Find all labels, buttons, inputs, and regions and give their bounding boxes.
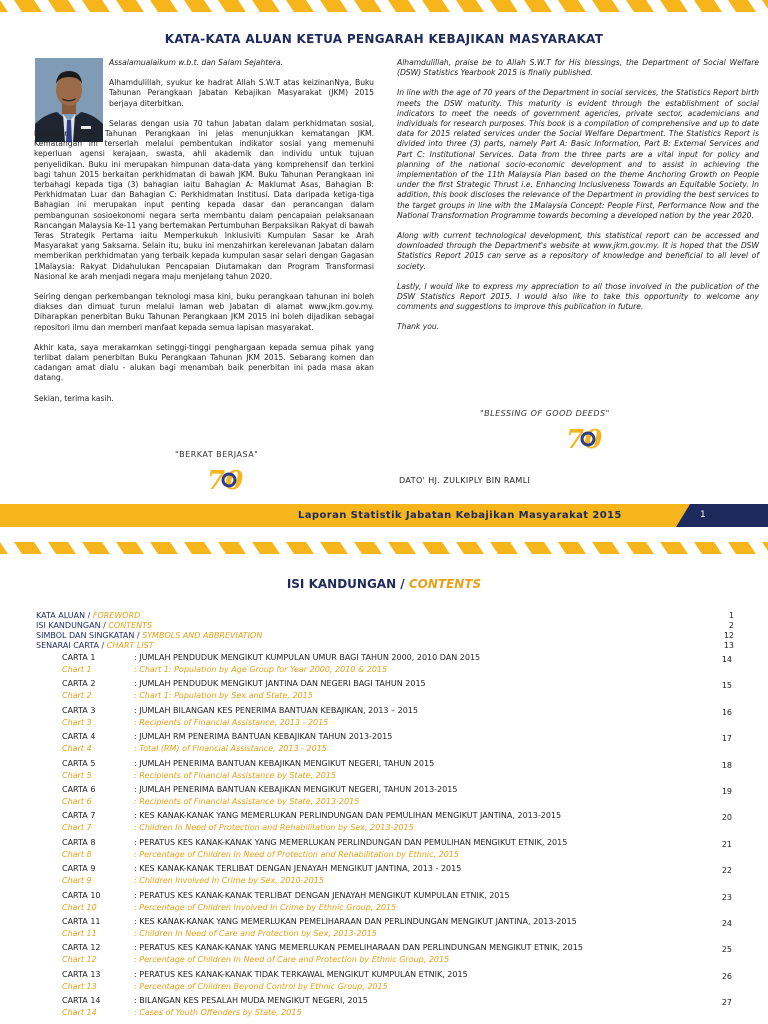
toc-page-number: 12: [723, 631, 734, 640]
chart-title-english: : Percentage of Children In Need of Protection and Rehabilitation by Ethnic, 2015: [134, 849, 459, 859]
toc-main-list: [36, 611, 734, 651]
paragraph: Seiring dengan perkembangan teknologi masa kini, buku perangkaan tahunan ini boleh diakses dan dimuat turun melalui laman web Jabatan di alamat www.jkm.gov.my. Diharapkan penerbitan Buku Tahunan Perangkaan JKM 2015 ini boleh dijadikan sebagai repositori ilmu dan memberi manfaat kepada semua lapisan masyarakat.: [34, 292, 374, 332]
toc-page-number: 2: [728, 621, 734, 630]
paragraph: In line with the age of 70 years of the Department in social services, the Statistics Report birth meets the DSW maturity. This maturity is evident through the establishment of social indicators to meet the needs of government agencies, private sector, academicians and individuals for research purposes. This book is a compilation of comprehensive and up to date data for 2015 related services under the Social Welfare Department. The Statistics Report is divided into three (3) parts, namely Part A: Basic Information, Part B: External Services and Part C: Institutional Services. Data from the three parts are a vital input for policy and planning of the national socio-economic development and to assist in achieving the implementation of the 11th Malaysia Plan based on the theme Anchoring Growth on People under the first Strategic Thrust i.e. Enhancing Inclusiveness Towards an Equitable Society. In addition, this book discloses the relevance of the Department in providing the best services to the target groups in line with the 1Malaysia Concept: People First, Performance Now and the National Transformation Programme towards becoming a developed nation by the year 2020.: [397, 88, 759, 220]
chart-title-malay: : JUMLAH PENDUDUK MENGIKUT JANTINA DAN NEGERI BAGI TAHUN 2015: [134, 679, 426, 689]
chart-title-malay: : PERATUS KES KANAK-KANAK YANG MEMERLUKAN PEMELIHARAAN DAN PERLINDUNGAN MENGIKUT ETNIK, 2015: [134, 943, 583, 953]
chart-label-english: Chart 5: [62, 770, 92, 780]
svg-text:70: 70: [207, 466, 244, 496]
chart-title-malay: : PERATUS KES KANAK-KANAK TIDAK TERKAWAL MENGIKUT KUMPULAN ETNIK, 2015: [134, 969, 468, 979]
chart-title-malay: : KES KANAK-KANAK YANG MEMERLUKAN PERLINDUNGAN DAN PEMULIHAN MENGIKUT JANTINA, 2013-2015: [134, 811, 562, 821]
chart-label-malay: CARTA 5: [62, 758, 96, 768]
signatory-name: DATO' HJ. ZULKIPLY BIN RAMLI: [399, 476, 531, 485]
toc-item-english: CHART LIST: [106, 641, 154, 650]
paragraph: Lastly, I would like to express my appreciation to all those involved in the publication of the DSW Statistics Report 2015. I would also like to take this opportunity to welcome any comments and suggestions to improve this publication in future.: [397, 281, 759, 312]
chart-title-english: : Recipients of Financial Assistance by State, 2015: [134, 770, 337, 780]
toc-item-english: FOREWORD: [92, 611, 141, 620]
chart-list-entry[interactable]: [62, 837, 752, 860]
toc-page-number: 21: [721, 839, 732, 849]
chart-label-malay: CARTA 12: [62, 943, 101, 953]
chart-label-english: Chart 8: [62, 849, 92, 859]
toc-item-malay: KATA ALUAN /: [36, 611, 93, 620]
toc-page-number: 25: [721, 945, 732, 955]
70th-anniversary-logo: [207, 463, 244, 499]
chart-list-entry[interactable]: [62, 995, 752, 1018]
chart-title-malay: : JUMLAH PENERIMA BANTUAN KEBAJIKAN MENGIKUT NEGERI, TAHUN 2015: [134, 758, 435, 768]
chart-title-english: : Chart 1: Population by Age Group for Year 2000, 2010 & 2015: [134, 665, 388, 674]
paragraph: Akhir kata, saya merakamkan setinggi-tinggi penghargaan kepada semua pihak yang terlibat dalam penerbitan Buku Perangkaan Tahunan JKM 2015. Sebarang komen dan cadangan amat dialu - alukan bagi menambah baik penerbitan ini pada masa akan datang.: [34, 342, 374, 383]
chart-title-english: : Children Involved In Crime by Sex, 2010-2015: [134, 876, 324, 886]
chart-list-entry[interactable]: [62, 758, 752, 781]
chart-label-english: Chart 3: [62, 717, 92, 727]
chart-label-english: Chart 14: [62, 1008, 97, 1018]
chart-title-english: : Percentage of Children In Need of Care and Protection by Ethnic Group, 2015: [134, 955, 450, 965]
toc-title-english: CONTENTS: [408, 577, 482, 591]
foreword-english: [397, 58, 759, 343]
chart-label-english: Chart 1: [62, 665, 92, 674]
chart-title-malay: : JUMLAH RM PENERIMA BANTUAN KEBAJIKAN TAHUN 2013-2015: [134, 732, 393, 742]
svg-text:70: 70: [566, 425, 603, 455]
chart-label-malay: CARTA 6: [62, 785, 96, 794]
paragraph: Along with current technological development, this statistical report can be accessed and downloaded through the Department's website at www.jkm.gov.my. It is hoped that the DSW Statistics Report 2015 can serve as a repository of knowledge and beneficial to all level of society.: [397, 231, 759, 271]
foreword-malay: [34, 58, 374, 414]
chart-title-english: : Chart 1: Population by Sex and State, 2015: [134, 691, 313, 701]
chart-list-entry[interactable]: [62, 942, 752, 965]
greeting: Assalamualaikum w.b.t. dan Salam Sejahtera.: [109, 58, 284, 67]
toc-item[interactable]: [36, 631, 734, 641]
chart-list-entry[interactable]: [62, 863, 752, 886]
toc-page-number: 14: [721, 655, 732, 664]
toc-page-number: 18: [721, 760, 732, 770]
chart-list-entry[interactable]: [62, 652, 752, 675]
toc-page-number: 22: [721, 866, 732, 876]
chart-title-english: : Percentage of Children Beyond Control by Ethnic Group, 2015: [134, 981, 388, 991]
paragraph: Alhamdulillah, praise be to Allah S.W.T for His blessings, the Department of Social Welfare (DSW) Statistics Yearbook 2015 is finally published.: [397, 58, 759, 78]
toc-item-malay: SIMBOL DAN SINGKATAN /: [36, 631, 143, 640]
paragraph: Selaras dengan usia 70 tahun Jabatan dalam perkhidmatan sosial, kelahiran Buku Tahunan Perangkaan ini jelas menunjukkan kematangan JKM. Kematangan ini terserlah melalui pembentukan indikator sosial yang memenuhi keperluan agensi kerajaan, swasta, ahli akademik dan individu untuk tujuan penyelidikan. Buku ini merupakan himpunan data-data yang komprehensif dan terkini bagi tahun 2015 berkaitan perkhidmatan di bawah JKM. Buku Tahunan Perangkaan ini terbahagi kepada tiga (3) bahagian iaitu Bahagian A: Maklumat Asas, Bahagian B: Perkhidmatan Luar dan Bahagian C: Perkhidmatan Institusi. Data daripada ketiga-tiga Bahagian ini merupakan input penting kepada dasar dan perancangan dalam pembangunan sosioekonomi negara serta membantu dalam pencapaian pelaksanaan Rancangan Malaysia Ke-11 yang bertemakan Pertumbuhan Berpaksikan Rakyat di bawah Teras Strategik Pertama iaitu Memperkukuh Inklusiviti Kumpulan Sasar ke Arah Masyarakat yang Saksama. Selain itu, buku ini menzahirkan kerelevanan Jabatan dalam memberikan perkhidmatan yang terbaik kepada kumpulan sasar selari dengan Gagasan 1Malaysia: Rakyat Didahulukan Pencapaian Diutamakan dan Program Transformasi Nasional ke arah menjadi negara maju menjelang tahun 2020.: [34, 118, 374, 281]
toc-item[interactable]: [36, 621, 734, 631]
motto-english: "BLESSING OF GOOD DEEDS": [480, 409, 610, 418]
chart-list-entry[interactable]: [62, 890, 752, 913]
chart-list-entry[interactable]: [62, 678, 752, 701]
chart-title-english: : Total (RM) of Financial Assistance, 2013 - 2015: [134, 744, 327, 754]
70th-anniversary-logo: [566, 422, 603, 458]
chart-label-english: Chart 10: [62, 902, 97, 912]
toc-page-number: 20: [721, 813, 732, 823]
chart-label-malay: CARTA 4: [62, 732, 96, 742]
chart-title-malay: : PERATUS KES KANAK-KANAK TERLIBAT DENGAN JENAYAH MENGIKUT KUMPULAN ETNIK, 2015: [134, 890, 510, 900]
toc-item-malay: ISI KANDUNGAN /: [36, 621, 109, 630]
chart-title-malay: : PERATUS KES KANAK-KANAK YANG MEMERLUKAN PERLINDUNGAN DAN PEMULIHAN MENGIKUT ETNIK, 2015: [134, 837, 568, 847]
chart-label-malay: CARTA 8: [62, 837, 96, 847]
chart-label-english: Chart 11: [62, 929, 97, 938]
closing-text: Sekian, terima kasih.: [34, 393, 114, 403]
toc-page-number: 24: [721, 919, 732, 928]
chart-title-english: : Children In Need of Protection and Rehabilitation by Sex, 2013-2015: [134, 823, 414, 833]
toc-page-number: 27: [721, 998, 732, 1008]
chart-label-english: Chart 6: [62, 797, 92, 806]
chart-list-entry[interactable]: [62, 731, 752, 754]
toc-page-number: 23: [721, 892, 732, 902]
chart-list-entry[interactable]: [62, 705, 752, 728]
chart-title-english: : Recipients of Financial Assistance, 2013 - 2015: [134, 717, 329, 727]
toc-page-number: 13: [723, 641, 734, 650]
chart-label-english: Chart 13: [62, 981, 97, 991]
chart-label-malay: CARTA 14: [62, 996, 101, 1006]
top-chevron-stripe: [0, 0, 768, 12]
chart-label-malay: CARTA 3: [62, 705, 96, 715]
chart-label-malay: CARTA 2: [62, 679, 96, 689]
paragraph: Alhamdulillah, syukur ke hadrat Allah S.W.T atas keizinanNya, Buku Tahunan Perangkaan Jabatan Kebajikan Masyarakat (JKM) 2015 berjaya diterbitkan.: [109, 78, 374, 108]
page-number: 1: [700, 510, 706, 520]
middle-chevron-stripe: [0, 542, 768, 554]
chart-list-entry[interactable]: [62, 916, 752, 939]
chart-label-malay: CARTA 11: [62, 917, 101, 926]
page-title: KATA-KATA ALUAN KETUA PENGARAH KEBAJIKAN MASYARAKAT: [164, 32, 604, 46]
toc-item[interactable]: [36, 611, 734, 621]
footer-title: Laporan Statistik Jabatan Kebajikan Masyarakat 2015: [298, 510, 622, 521]
chart-title-malay: : JUMLAH BILANGAN KES PENERIMA BANTUAN KEBAJIKAN, 2013 – 2015: [134, 705, 418, 715]
chart-list-entry[interactable]: [62, 969, 752, 992]
chart-title-english: : Children In Need of Care and Protection by Sex, 2013-2015: [134, 929, 377, 938]
toc-item[interactable]: [36, 641, 734, 651]
chart-label-malay: CARTA 13: [62, 969, 101, 979]
chart-label-english: Chart 7: [62, 823, 92, 833]
toc-item-english: CONTENTS: [108, 621, 153, 630]
chart-title-malay: : JUMLAH PENERIMA BANTUAN KEBAJIKAN MENGIKUT NEGERI, TAHUN 2013-2015: [134, 785, 458, 794]
toc-page-number: 19: [721, 787, 732, 796]
chart-title-english: : Cases of Youth Offenders by State, 2015: [134, 1008, 302, 1018]
chart-label-english: Chart 9: [62, 876, 92, 886]
chart-label-malay: CARTA 7: [62, 811, 96, 821]
chart-title-malay: : KES KANAK-KANAK YANG MEMERLUKAN PEMELIHARAAN DAN PERLINDUNGAN MENGIKUT JANTINA, 2013-2015: [134, 917, 577, 926]
chart-list-entry[interactable]: [62, 784, 752, 807]
chart-label-malay: CARTA 9: [62, 864, 96, 874]
toc-item-english: SYMBOLS AND ABBREVIATION: [142, 631, 263, 640]
chart-label-malay: CARTA 10: [62, 890, 101, 900]
chart-list-entry[interactable]: [62, 810, 752, 833]
chart-title-english: : Percentage of Children Involved In Crime by Ethnic Group, 2015: [134, 902, 397, 912]
toc-page-number: 16: [721, 707, 732, 717]
chart-title-malay: : BILANGAN KES PESALAH MUDA MENGIKUT NEGERI, 2015: [134, 996, 368, 1006]
chart-title-malay: : KES KANAK-KANAK TERLIBAT DENGAN JENAYAH MENGIKUT JANTINA, 2013 - 2015: [134, 864, 462, 874]
toc-page-number: 26: [721, 971, 732, 981]
chart-title-malay: : JUMLAH PENDUDUK MENGIKUT KUMPULAN UMUR BAGI TAHUN 2000, 2010 DAN 2015: [134, 653, 481, 662]
motto-malay: "BERKAT BERJASA": [175, 450, 259, 459]
toc-page-number: 15: [721, 681, 732, 691]
toc-item-malay: SENARAI CARTA /: [36, 641, 107, 650]
chart-label-english: Chart 4: [62, 744, 92, 754]
toc-page-number: 17: [721, 734, 732, 744]
chart-title-english: : Recipients of Financial Assistance by State, 2013-2015: [134, 797, 360, 806]
closing-text: Thank you.: [397, 322, 440, 332]
chart-label-malay: CARTA 1: [62, 653, 96, 662]
chart-label-english: Chart 2: [62, 691, 92, 701]
toc-title: [0, 577, 768, 591]
chart-label-english: Chart 12: [62, 955, 97, 965]
toc-page-number: 1: [728, 611, 734, 620]
toc-title-malay: ISI KANDUNGAN /: [286, 577, 409, 591]
